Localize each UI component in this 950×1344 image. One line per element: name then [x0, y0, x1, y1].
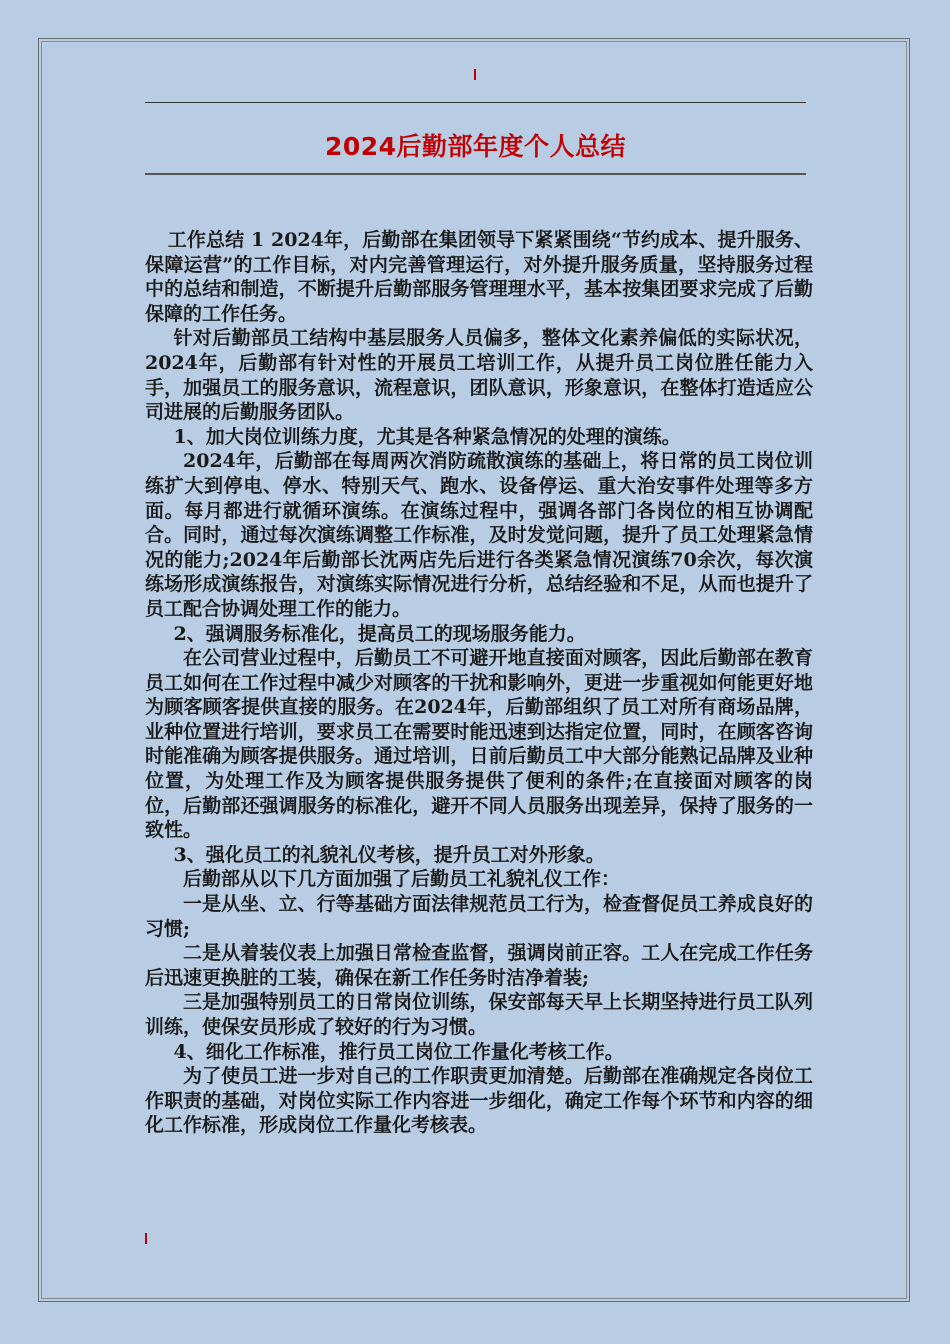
section-heading: 1、加大岗位训练力度，尤其是各种紧急情况的处理的演练。	[173, 425, 681, 448]
body-paragraph: 后勤部从以下几方面加强了后勤员工礼貌礼仪工作：	[183, 868, 621, 891]
body-paragraph: 三是加强特别员工的日常岗位训练，保安部每天早上长期坚持进行员工队列训练，使保安员形成了较好的行为习惯。	[145, 991, 813, 1038]
header-cursor-mark	[474, 69, 476, 80]
header-rule	[145, 102, 806, 103]
section-heading: 2、强调服务标准化，提高员工的现场服务能力。	[173, 622, 586, 645]
section-heading: 4、细化工作标准，推行员工岗位工作量化考核工作。	[173, 1040, 624, 1063]
title-underline	[145, 173, 806, 175]
footer-cursor-mark	[145, 1233, 147, 1244]
body-paragraph: 针对后勤部员工结构中基层服务人员偏多，整体文化素养偏低的实际状况，2024年，后勤部有针对性的开展员工培训工作，从提升员工岗位胜任能力入手，加强员工的服务意识，流程意识，团队意识，形象意识，在整体打造适应公司进展的后勤服务团队。	[145, 327, 813, 424]
body-paragraph: 一是从坐、立、行等基础方面法律规范员工行为，检查督促员工养成良好的习惯;	[145, 893, 813, 940]
body-paragraph: 二是从着装仪表上加强日常检查监督，强调岗前正容。工人在完成工作任务后迅速更换脏的工装，确保在新工作任务时洁净着装;	[145, 942, 813, 989]
section-heading: 3、强化员工的礼貌礼仪考核，提升员工对外形象。	[173, 843, 605, 866]
document-title: 2024后勤部年度个人总结	[324, 132, 627, 161]
body-paragraph: 在公司营业过程中，后勤员工不可避开地直接面对顾客，因此后勤部在教育员工如何在工作过程中减少对顾客的干扰和影响外，更进一步重视如何能更好地为顾客顾客提供直接的服务。在2024年，后勤部组织了员工对所有商场品牌，业种位置进行培训，要求员工在需要时能迅速到达指定位置，同时，在顾客咨询时能准确为顾客提供服务。通过培训，日前后勤员工中大部分能熟记品牌及业种位置，为处理工作及为顾客提供服务提供了便利的条件;在直接面对顾客的岗位，后勤部还强调服务的标准化，避开不同人员服务出现差异，保持了服务的一致性。	[145, 647, 813, 842]
body-paragraph: 工作总结 1 2024年，后勤部在集团领导下紧紧围绕“节约成本、提升服务、保障运营”的工作目标，对内完善管理运行，对外提升服务质量，坚持服务过程中的总结和制造，不断提升后勤部服务管理理水平，基本按集团要求完成了后勤保障的工作任务。	[145, 229, 813, 325]
body-paragraph: 2024年，后勤部在每周两次消防疏散演练的基础上，将日常的员工岗位训练扩大到停电、停水、特别天气、跑水、设备停运、重大治安事件处理等多方面。每月都进行就循环演练。在演练过程中，强调各部门各岗位的相互协调配合。同时，通过每次演练调整工作标准，及时发觉问题，提升了员工处理紧急情况的能力;2024年后勤部长沈两店先后进行各类紧急情况演练70余次，每次演练场形成演练报告，对演练实际情况进行分析，总结经验和不足，从而也提升了员工配合协调处理工作的能力。	[145, 450, 813, 620]
document-body	[145, 228, 813, 1138]
body-paragraph: 为了使员工进一步对自己的工作职责更加清楚。后勤部在准确规定各岗位工作职责的基础，对岗位实际工作内容进一步细化，确定工作每个环节和内容的细化工作标准，形成岗位工作量化考核表。	[145, 1065, 813, 1137]
